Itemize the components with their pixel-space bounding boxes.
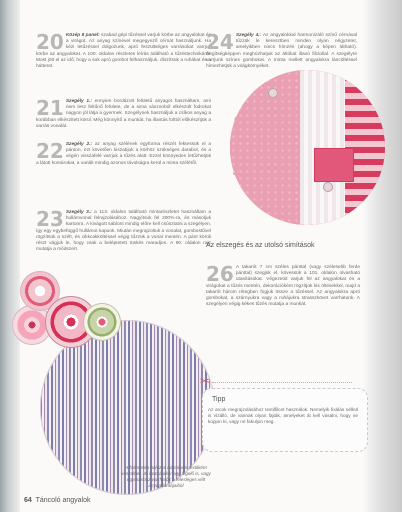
step-24 [206, 30, 357, 70]
tip-title: Tipp [212, 396, 226, 403]
step-20 [36, 30, 211, 70]
pink-dotted-fabric [230, 70, 300, 225]
step-text: szabad gépi tűzéssel varjuk körbe az angyalokat és a virágot. Az anyag színével megegyező cérnát használjunk. Ha kézi letűzéssel dolgozunk, apró feszültséges varrásokat varrjuk körbe az angyalokat. A 100. oldalon részletes leírás található a tűzéstechnikáról. Most jött el az idő, hogy a sok apró gombot felhasználjuk, díszítsük a ruhákat és a hátteret. [36, 33, 211, 70]
step-number: 22 [36, 139, 64, 163]
step-lead: Közép 8 panel: [65, 33, 100, 38]
step-text: Az angyalokkal harmonizáló színű cérnával tűzzük le keresztben minden olyan négyzetet, amelyikben nincs hímzés (ahogy a képen látható). Segítségképpen meghúzhatjuk az átlókat illanó filctollal. A szegélyre varrjunk színes gombokat. A minta mellett angyalokra láncöltéssel hímezhetjük a virágkörnyéket. [206, 33, 357, 70]
photo-caption: A folimunka hálózva bármilyen textilként készülhet. Jó hozzá okér egy legelő is, vagy egymáshoz varrhatók a felesleges vélt anyagdarabjaiból [121, 465, 211, 488]
step-21 [36, 96, 211, 130]
page-number: 64 [24, 497, 32, 504]
step-text: A takarót 7 cm széles pánttal (vagy szélesebb ferde pánttal) szegjük el, kövessük a 101. oldalon olvasható utasításokat. Végezetül varjuk fel az angyalokat és a virágokat a tűzés mentén, dekorációként rögzítjük kis öltésekkel, majd a takarót három rétegben fogjuk össze a tűzéssel. Az angyalokra apró gombokat, a szárnyukra vagy a ruhájukra strasszkövet varrhatunk. A szegélyen végig kékes tűzés mutatja a munkát. [206, 265, 360, 308]
book-title: Táncoló angyalok [35, 497, 91, 504]
step-number: 21 [36, 96, 64, 120]
edging-heading: Az elszegés és az utolsó simítások [206, 242, 315, 249]
step-lead: Szegély 1.: [65, 99, 92, 104]
step-number: 20 [36, 30, 64, 54]
step-26 [206, 262, 360, 308]
step-lead: Szegély 3.: [65, 210, 92, 215]
step-text: az anyag szélének egyforma részét fektessük el a pánton, ezt követően kiszabjuk a körhöz szükséges darabot, és a végén visszafelé varrjuk a tűzés alatt. Ezzel könnyeden letűzhetjük a látott kontúrokat, a variált mindig azonos távolságra kerül a minta szélétől. [36, 142, 211, 166]
cut-line [212, 382, 352, 383]
step-23 [36, 207, 211, 253]
flower-icon [83, 303, 121, 341]
step-text: ennyien bordázott felületű anyagot használtam, ami nem lesz feltűnő felülete, de a sima vászonból elkészült fodrokat nagyon jól látja a gyermek. Szegélynek használjuk a csíkos anyag a korábban elkészített körül. Még könnyítő a munkát, ha illantás folttól előkészítjük a varrás vonalát. [36, 99, 211, 129]
step-number: 26 [206, 262, 234, 286]
step-lead: Szegély 2.: [65, 142, 93, 147]
button-icon [323, 182, 333, 192]
step-text: a 113. oldalon található mintarészletet használtam a hullámvonal felrajzolásához. Nagyítsuk fel 200%-ra, és másoljuk kartonra. A kivágott sablont mindig előre kell csúsztatni a szegélyen, így egy egybefüggő hullámot kapunk. Miután megrajzoltuk a vonalat, gombostűvel rögzítsük a szélt, és cikkcakköltéssel végig tűzzük a vonal mentén. A pánt körüli részt vágjuk le, hogy csak a beléptetett tüskés maradjon. A 90. oldalon rajz mutatja a módszert. [36, 210, 211, 253]
red-quilt-circle [230, 70, 385, 225]
step-number: 23 [36, 207, 64, 231]
step-22 [36, 139, 211, 167]
left-page-shadow [0, 0, 20, 512]
red-patch-fabric [314, 148, 354, 182]
scissors-icon: ✂ [200, 374, 211, 388]
step-lead: Szegély 4.: [235, 33, 262, 38]
footer [24, 497, 91, 504]
tip-text: Az arcok megrajzolásához textilfilcet használok. Nemelyik fixálás nélkül is vízálló, de vannak olyan fajták, amelyeket át kell vasalni, hogy ne kopjon ki, vagy ne fakuljon meg. [208, 407, 358, 424]
button-icon [268, 88, 278, 98]
step-number: 24 [206, 30, 234, 54]
